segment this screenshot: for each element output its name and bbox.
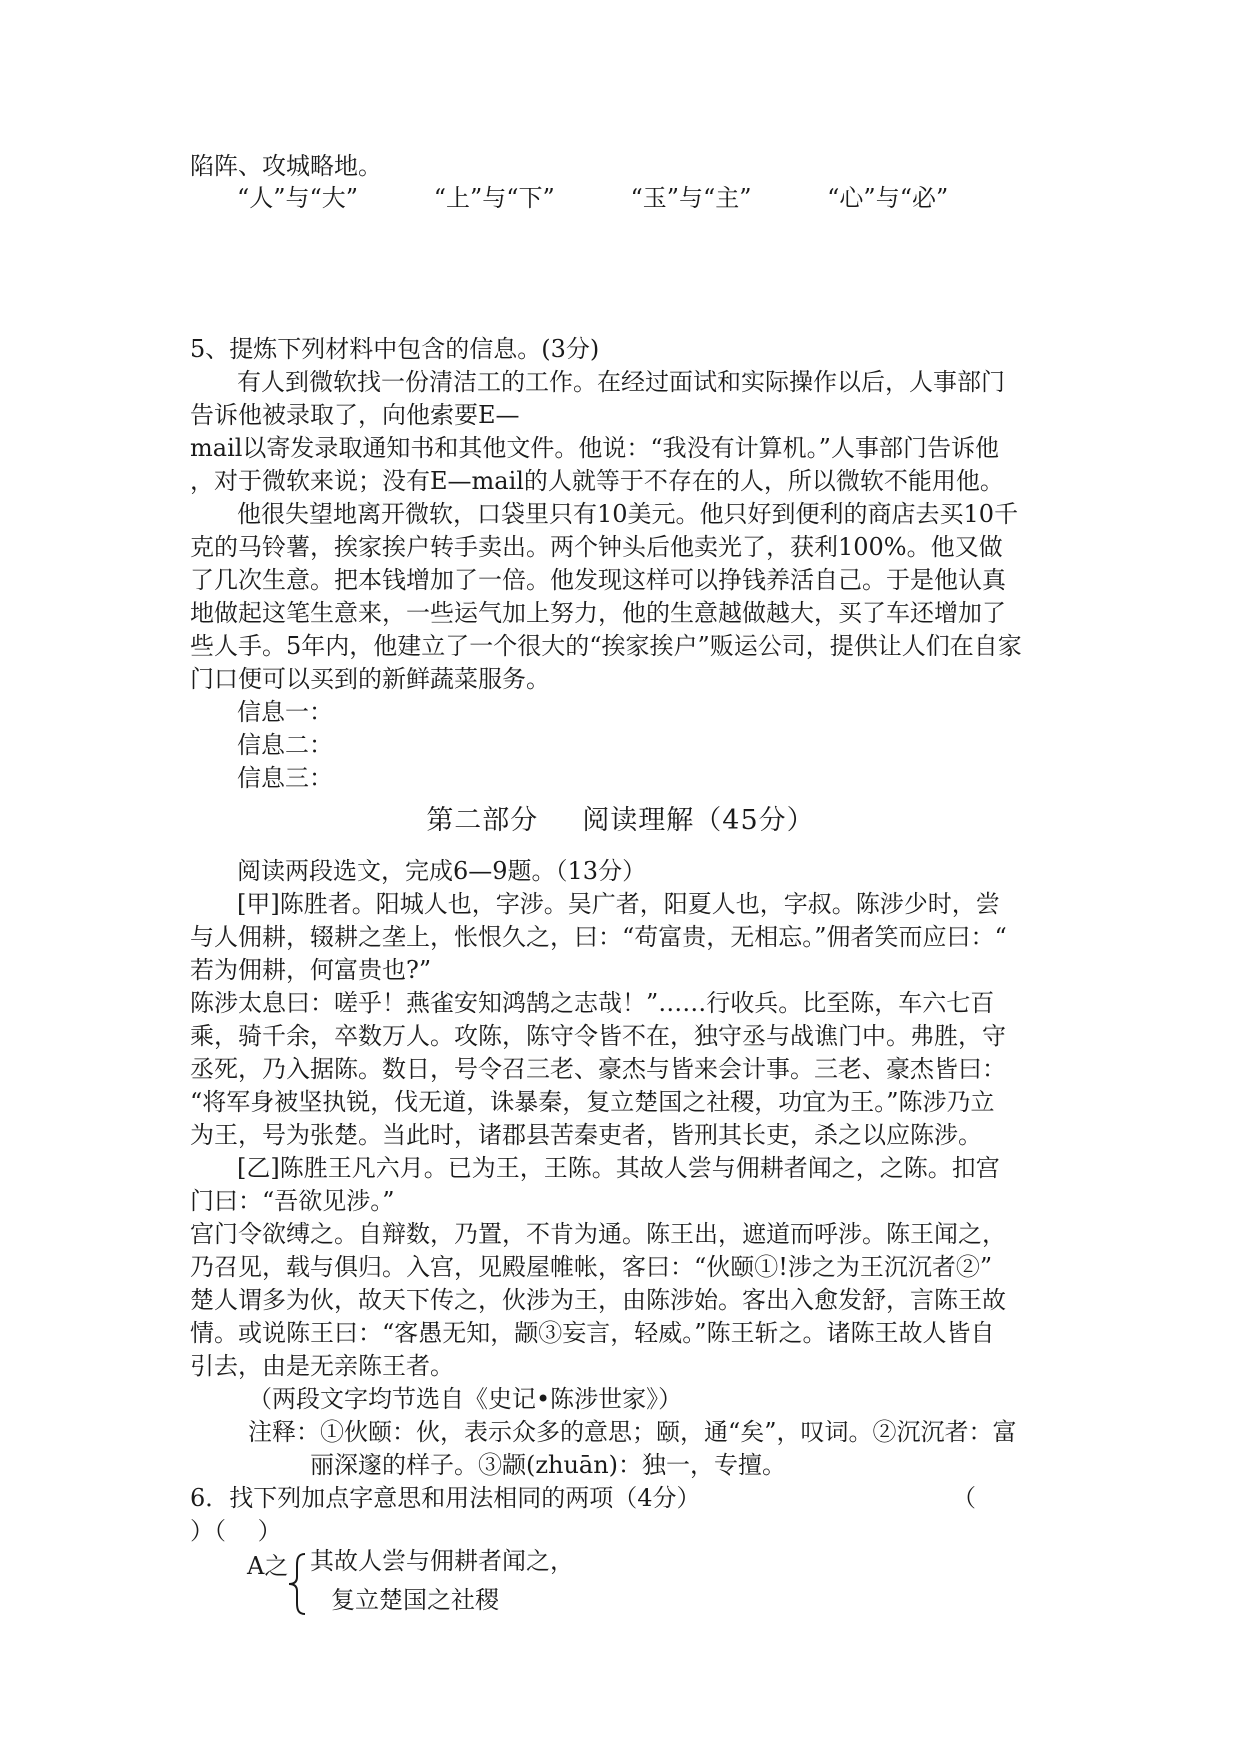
annotation-line-2: 丽深邃的样子。③颛(zhuān)：独一，专擅。: [310, 1451, 787, 1479]
pair-1: “人”与“大”: [237, 184, 359, 212]
section-part: 第二部分: [426, 805, 539, 836]
source-note: （两段文字均节选自《史记•陈涉世家》）: [248, 1385, 683, 1413]
q5-line-3: mail以寄发录取通知书和其他文件。他说：“我没有计算机。”人事部门告诉他: [190, 434, 999, 462]
q5-info-2: 信息二：: [237, 731, 333, 759]
pair-4: “心”与“必”: [827, 184, 949, 212]
yi-line-6: 情。或说陈王曰：“客愚无知，颛③妄言，轻威。”陈王斩之。诸陈王故人皆自: [190, 1319, 995, 1347]
section-title: [0, 803, 1241, 839]
q5-heading: 5、提炼下列材料中包含的信息。(3分): [190, 335, 600, 363]
q6-answer-paren-open: （: [952, 1484, 976, 1512]
jia-line-1: [甲]陈胜者。阳城人也，字涉。吴广者，阳夏人也，字叔。陈涉少时，尝: [237, 890, 1000, 918]
q6-answer-parens: ）（ ）: [190, 1517, 282, 1545]
q5-info-3: 信息三：: [237, 764, 333, 792]
yi-line-7: 引去，由是无亲陈王者。: [190, 1352, 454, 1380]
jia-line-7: “将军身被坚执锐，伐无道，诛暴秦，复立楚国之社稷，功宜为王。”陈涉乃立: [190, 1088, 995, 1116]
q5-line-5: 他很失望地离开微软，口袋里只有10美元。他只好到便利的商店去买10千: [237, 500, 1019, 528]
brace-icon: [286, 1551, 308, 1617]
q6-heading: 6．找下列加点字意思和用法相同的两项（4分）: [190, 1484, 701, 1512]
yi-line-2: 门曰：“吾欲见涉。”: [190, 1187, 395, 1215]
option-a-item-2: 复立楚国之社稷: [331, 1586, 499, 1614]
option-a-item-1: 其故人尝与佣耕者闻之，: [310, 1547, 574, 1575]
jia-line-5: 乘，骑千余，卒数万人。攻陈，陈守令皆不在，独守丞与战谯门中。弗胜，守: [190, 1022, 1006, 1050]
yi-line-3: 宫门令欲缚之。自辩数，乃置，不肯为通。陈王出，遮道而呼涉。陈王闻之，: [190, 1220, 1006, 1248]
jia-line-4: 陈涉太息曰：嗟乎！燕雀安知鸿鹄之志哉！”……行收兵。比至陈，车六七百: [190, 989, 995, 1017]
pair-2: “上”与“下”: [433, 184, 555, 212]
q5-line-7: 了几次生意。把本钱增加了一倍。他发现这样可以挣钱养活自己。于是他认真: [190, 566, 1006, 594]
option-a-label: A之: [247, 1552, 289, 1580]
pair-3: “玉”与“主”: [630, 184, 752, 212]
q5-info-1: 信息一：: [237, 698, 333, 726]
q5-line-8: 地做起这笔生意来，一些运气加上努力，他的生意越做越大，买了车还增加了: [190, 599, 1006, 627]
intro-tail: 陷阵、攻城略地。: [190, 152, 382, 180]
yi-line-1: [乙]陈胜王凡六月。已为王，王陈。其故人尝与佣耕者闻之，之陈。扣宫: [237, 1154, 1000, 1182]
q5-line-9: 些人手。5年内，他建立了一个很大的“挨家挨户”贩运公司，提供让人们在自家: [190, 632, 1022, 660]
section-name: 阅读理解（45分）: [582, 805, 815, 836]
character-pairs: [237, 182, 1117, 215]
q5-line-6: 克的马铃薯，挨家挨户转手卖出。两个钟头后他卖光了，获利100%。他又做: [190, 533, 1003, 561]
reading-instruction: 阅读两段选文，完成6—9题。（13分）: [237, 857, 647, 885]
q5-line-10: 门口便可以买到的新鲜蔬菜服务。: [190, 665, 550, 693]
annotation-line-1: 注释：①伙颐：伙，表示众多的意思；颐，通“矣”，叹词。②沉沉者：富: [248, 1418, 1017, 1446]
yi-line-4: 乃召见，载与俱归。入宫，见殿屋帷帐，客曰：“伙颐①!涉之为王沉沉者②”: [190, 1253, 993, 1281]
q5-line-2: 告诉他被录取了，向他索要E—: [190, 401, 520, 429]
q5-line-4: ，对于微软来说；没有E—mail的人就等于不存在的人，所以微软不能用他。: [190, 467, 1004, 495]
jia-line-2: 与人佣耕，辍耕之垄上，怅恨久之，曰：“苟富贵，无相忘。”佣者笑而应曰：“: [190, 923, 1007, 951]
yi-line-5: 楚人谓多为伙，故天下传之，伙涉为王，由陈涉始。客出入愈发舒，言陈王故: [190, 1286, 1006, 1314]
q5-line-1: 有人到微软找一份清洁工的工作。在经过面试和实际操作以后，人事部门: [237, 368, 1005, 396]
jia-line-8: 为王，号为张楚。当此时，诸郡县苦秦吏者，皆刑其长吏，杀之以应陈涉。: [190, 1121, 982, 1149]
jia-line-6: 丞死，乃入据陈。数日，号令召三老、豪杰与皆来会计事。三老、豪杰皆曰：: [190, 1055, 1006, 1083]
jia-line-3: 若为佣耕，何富贵也?”: [190, 956, 432, 984]
